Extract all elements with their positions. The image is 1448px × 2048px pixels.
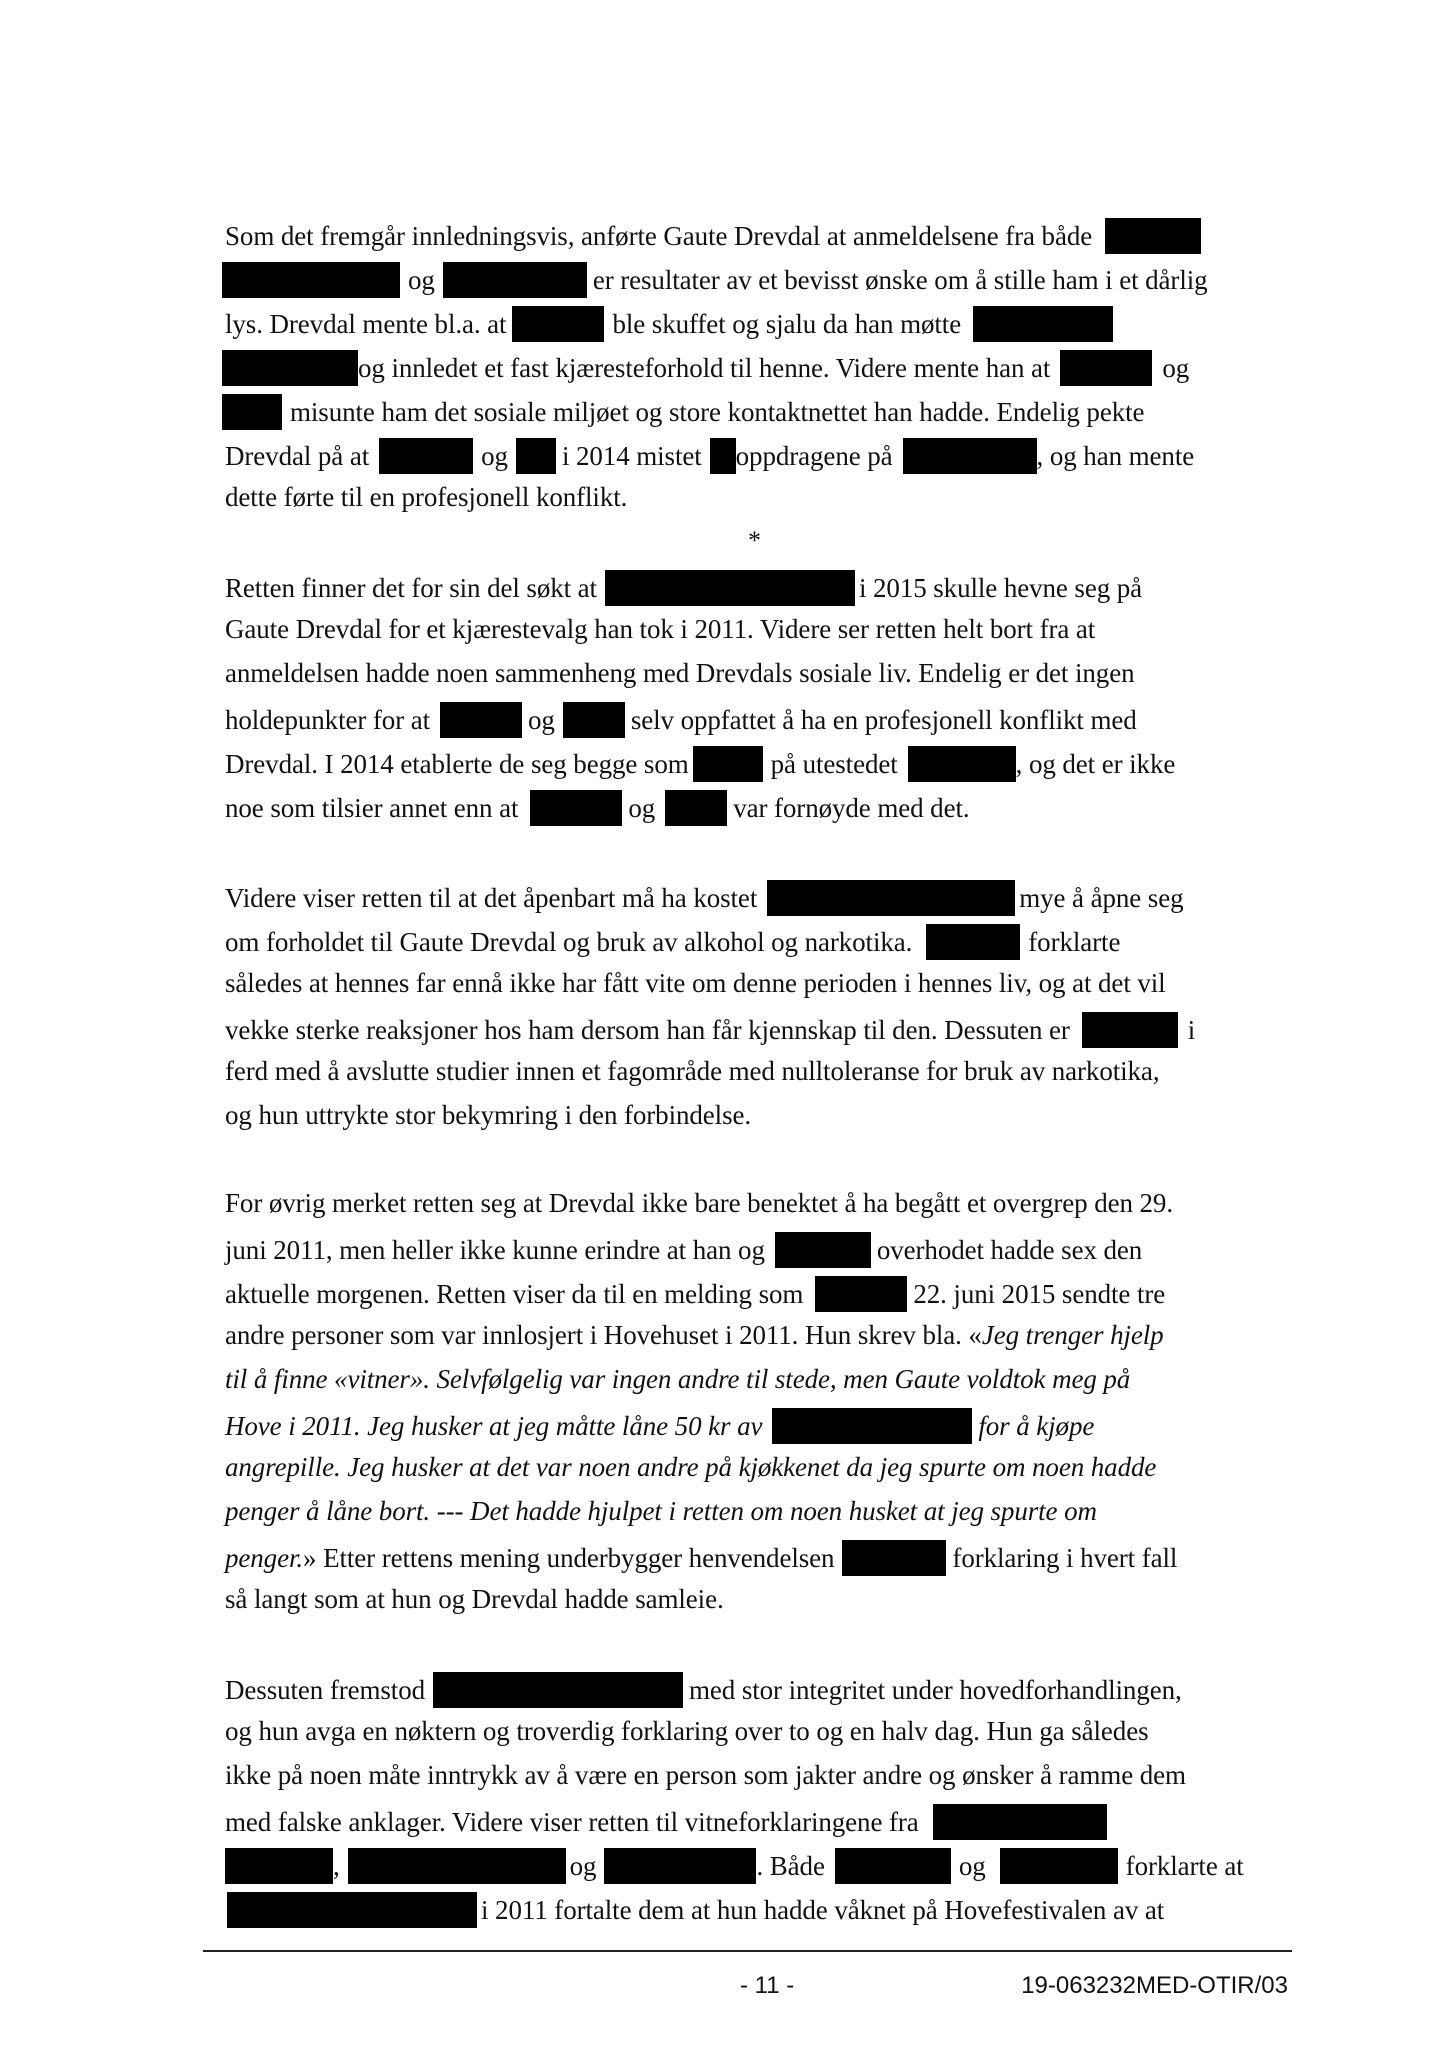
text: aktuelle morgenen. Retten viser da til en melding som [225, 1279, 804, 1309]
paragraph-5-line [225, 1804, 1107, 1840]
redaction [1060, 350, 1152, 386]
text: er resultater av et bevisst ønske om å stille ham i et dårlig [592, 265, 1208, 295]
redaction [665, 790, 727, 826]
text: misunte ham det sosiale miljøet og store kontaktnettet han hadde. Endelig pekte [290, 397, 1145, 427]
redaction [908, 746, 1016, 782]
text: 22. juni 2015 sendte tre [913, 1279, 1166, 1309]
text: overhodet hadde sex den [876, 1235, 1143, 1265]
redaction [222, 262, 400, 298]
text: og [958, 1851, 986, 1881]
paragraph-2-line [225, 658, 1134, 689]
footer-divider [203, 1950, 1292, 1952]
redaction [775, 1232, 871, 1268]
text: på utestedet [770, 749, 898, 779]
text: , og han mente [1036, 441, 1195, 471]
quote-text: penger. [225, 1543, 304, 1573]
text: ikke på noen måte inntrykk av å være en person som jakter andre og ønsker å ramme dem [225, 1760, 1186, 1790]
text: og [569, 1851, 597, 1881]
paragraph-5-line [225, 1892, 1164, 1928]
paragraph-4-line [225, 1540, 1177, 1576]
paragraph-4-line [225, 1496, 1097, 1527]
redaction [433, 1672, 683, 1708]
text: ferd med å avslutte studier innen et fagområde med nulltoleranse for bruk av narkotika, [225, 1056, 1160, 1086]
text: dette førte til en profesjonell konflikt. [225, 482, 628, 512]
paragraph-4-line [225, 1232, 1142, 1268]
paragraph-3-line [225, 1012, 1195, 1048]
redaction [710, 438, 736, 474]
text: anmeldelsen hadde noen sammenheng med Drevdals sosiale liv. Endelig er det ingen [225, 658, 1135, 688]
text: med stor integritet under hovedforhandlingen, [689, 1675, 1182, 1705]
quote-text: Jeg trenger hjelp [981, 1320, 1164, 1350]
text: således at hennes far ennå ikke har fått vite om denne perioden i hennes liv, og at det vil [225, 968, 1166, 998]
text: forklaring i hvert fall [952, 1543, 1178, 1573]
quote-text: til å finne «vitner». Selvfølgelig var ingen andre til stede, men Gaute voldtok meg på [225, 1364, 1131, 1394]
redaction [1105, 218, 1201, 254]
paragraph-1-line [225, 218, 1201, 254]
paragraph-3-line [225, 1100, 751, 1131]
redaction [604, 1848, 756, 1884]
text: Som det fremgår innledningsvis, anførte Gaute Drevdal at anmeldelsene fra både [225, 221, 1093, 251]
paragraph-3-line [225, 880, 1184, 916]
paragraph-4-line [225, 1276, 1165, 1312]
text: og innledet et fast kjæresteforhold til henne. Videre mente han at [358, 353, 1051, 383]
redaction [926, 924, 1020, 960]
text: og hun avga en nøktern og troverdig forklaring over to og en halv dag. Hun ga således [225, 1716, 1149, 1746]
text: forklarte [1028, 927, 1121, 957]
redaction [1082, 1012, 1178, 1048]
paragraph-5-line [225, 1716, 1149, 1747]
redaction [903, 438, 1037, 474]
paragraph-5-line [225, 1760, 1186, 1791]
paragraph-1-line [225, 262, 1208, 298]
text: lys. Drevdal mente bl.a. at [225, 309, 507, 339]
quote-text: Hove i 2011. Jeg husker at jeg måtte låne 50 kr av [225, 1411, 763, 1441]
paragraph-2-line [225, 702, 1137, 738]
paragraph-3-line [225, 968, 1166, 999]
text: Retten finner det for sin del søkt at [225, 573, 597, 603]
quote-text: penger å låne bort. --- Det hadde hjulpet i retten om noen husket at jeg spurte om [225, 1496, 1097, 1526]
text: så langt som at hun og Drevdal hadde samleie. [225, 1584, 724, 1614]
text: i 2011 fortalte dem at hun hadde våknet på Hovefestivalen av at [481, 1895, 1165, 1925]
text: andre personer som var innlosjert i Hovehuset i 2011. Hun skrev bla. « [225, 1320, 982, 1350]
paragraph-4-line [225, 1408, 1094, 1444]
paragraph-3-line [225, 924, 1120, 960]
text: » Etter rettens mening underbygger henvendelsen [303, 1543, 835, 1573]
redaction [225, 1848, 333, 1884]
text: med falske anklager. Videre viser retten til vitneforklaringene fra [225, 1807, 919, 1837]
redaction [835, 1848, 951, 1884]
redaction [443, 262, 587, 298]
redaction [227, 1892, 477, 1928]
text: oppdragene på [735, 441, 893, 471]
text: . Både [756, 1851, 825, 1881]
paragraph-4-line [225, 1320, 1164, 1351]
redaction [516, 438, 556, 474]
text: og hun uttrykte stor bekymring i den forbindelse. [225, 1100, 752, 1130]
paragraph-1-line [225, 482, 627, 513]
redaction [772, 1408, 972, 1444]
paragraph-1-line [225, 306, 1113, 342]
redaction [440, 702, 522, 738]
redaction [379, 438, 473, 474]
redaction [222, 350, 358, 386]
text: noe som tilsier annet enn at [225, 793, 519, 823]
text: Dessuten fremstod [225, 1675, 426, 1705]
paragraph-5-line [225, 1848, 1244, 1884]
redaction [842, 1540, 946, 1576]
text: Gaute Drevdal for et kjærestevalg han tok i 2011. Videre ser retten helt bort fra at [225, 614, 1096, 644]
section-separator: * [748, 526, 761, 555]
paragraph-4-line [225, 1364, 1130, 1395]
text: i 2015 skulle hevne seg på [858, 573, 1143, 603]
paragraph-4-line [225, 1584, 724, 1615]
redaction [563, 702, 625, 738]
quote-text: for å kjøpe [978, 1411, 1095, 1441]
text: mye å åpne seg [1019, 883, 1184, 913]
redaction [512, 306, 604, 342]
redaction [1000, 1848, 1118, 1884]
text: Videre viser retten til at det åpenbart må ha kostet [225, 883, 758, 913]
redaction [693, 746, 763, 782]
paragraph-3-line [225, 1056, 1159, 1087]
redaction [222, 394, 282, 430]
case-number: 19-063232MED-OTIR/03 [1021, 1972, 1288, 1999]
text: , og det er ikke [1015, 749, 1176, 779]
text: selv oppfattet å ha en profesjonell konflikt med [630, 705, 1137, 735]
text: ble skuffet og sjalu da han møtte [612, 309, 962, 339]
paragraph-2-line [225, 790, 970, 826]
text: Drevdal. I 2014 etablerte de seg begge som [225, 749, 689, 779]
redaction [530, 790, 622, 826]
paragraph-5-line [225, 1672, 1182, 1708]
text: om forholdet til Gaute Drevdal og bruk av alkohol og narkotika. [225, 927, 913, 957]
text: og [481, 441, 508, 471]
redaction [933, 1804, 1107, 1840]
redaction [973, 306, 1113, 342]
text: Drevdal på at [225, 441, 370, 471]
paragraph-4-line [225, 1452, 1156, 1483]
redaction [605, 570, 855, 606]
text: var fornøyde med det. [733, 793, 970, 823]
text: vekke sterke reaksjoner hos ham dersom han får kjennskap til den. Dessuten er [225, 1015, 1070, 1045]
paragraph-1-line [225, 394, 1144, 430]
text: og [1162, 353, 1190, 383]
paragraph-2-line [225, 614, 1095, 645]
text: og [528, 705, 555, 735]
text: For øvrig merket retten seg at Drevdal ikke bare benektet å ha begått et overgrep den 29. [225, 1188, 1173, 1218]
text: forklarte at [1125, 1851, 1244, 1881]
paragraph-4-line [225, 1188, 1173, 1219]
page-number: - 11 - [740, 1972, 795, 1999]
text: i 2014 mistet [561, 441, 702, 471]
text: holdepunkter for at [225, 705, 431, 735]
redaction [815, 1276, 907, 1312]
text: og [408, 265, 435, 295]
paragraph-1-line [225, 438, 1194, 474]
redaction [767, 880, 1015, 916]
text: i [1187, 1015, 1196, 1045]
text: , [333, 1851, 340, 1881]
redaction [348, 1848, 566, 1884]
quote-text: angrepille. Jeg husker at det var noen andre på kjøkkenet da jeg spurte om noen hadde [225, 1452, 1157, 1482]
text: og [628, 793, 656, 823]
paragraph-2-line [225, 746, 1175, 782]
paragraph-2-line [225, 570, 1142, 606]
text: juni 2011, men heller ikke kunne erindre at han og [225, 1235, 765, 1265]
paragraph-1-line [225, 350, 1189, 386]
